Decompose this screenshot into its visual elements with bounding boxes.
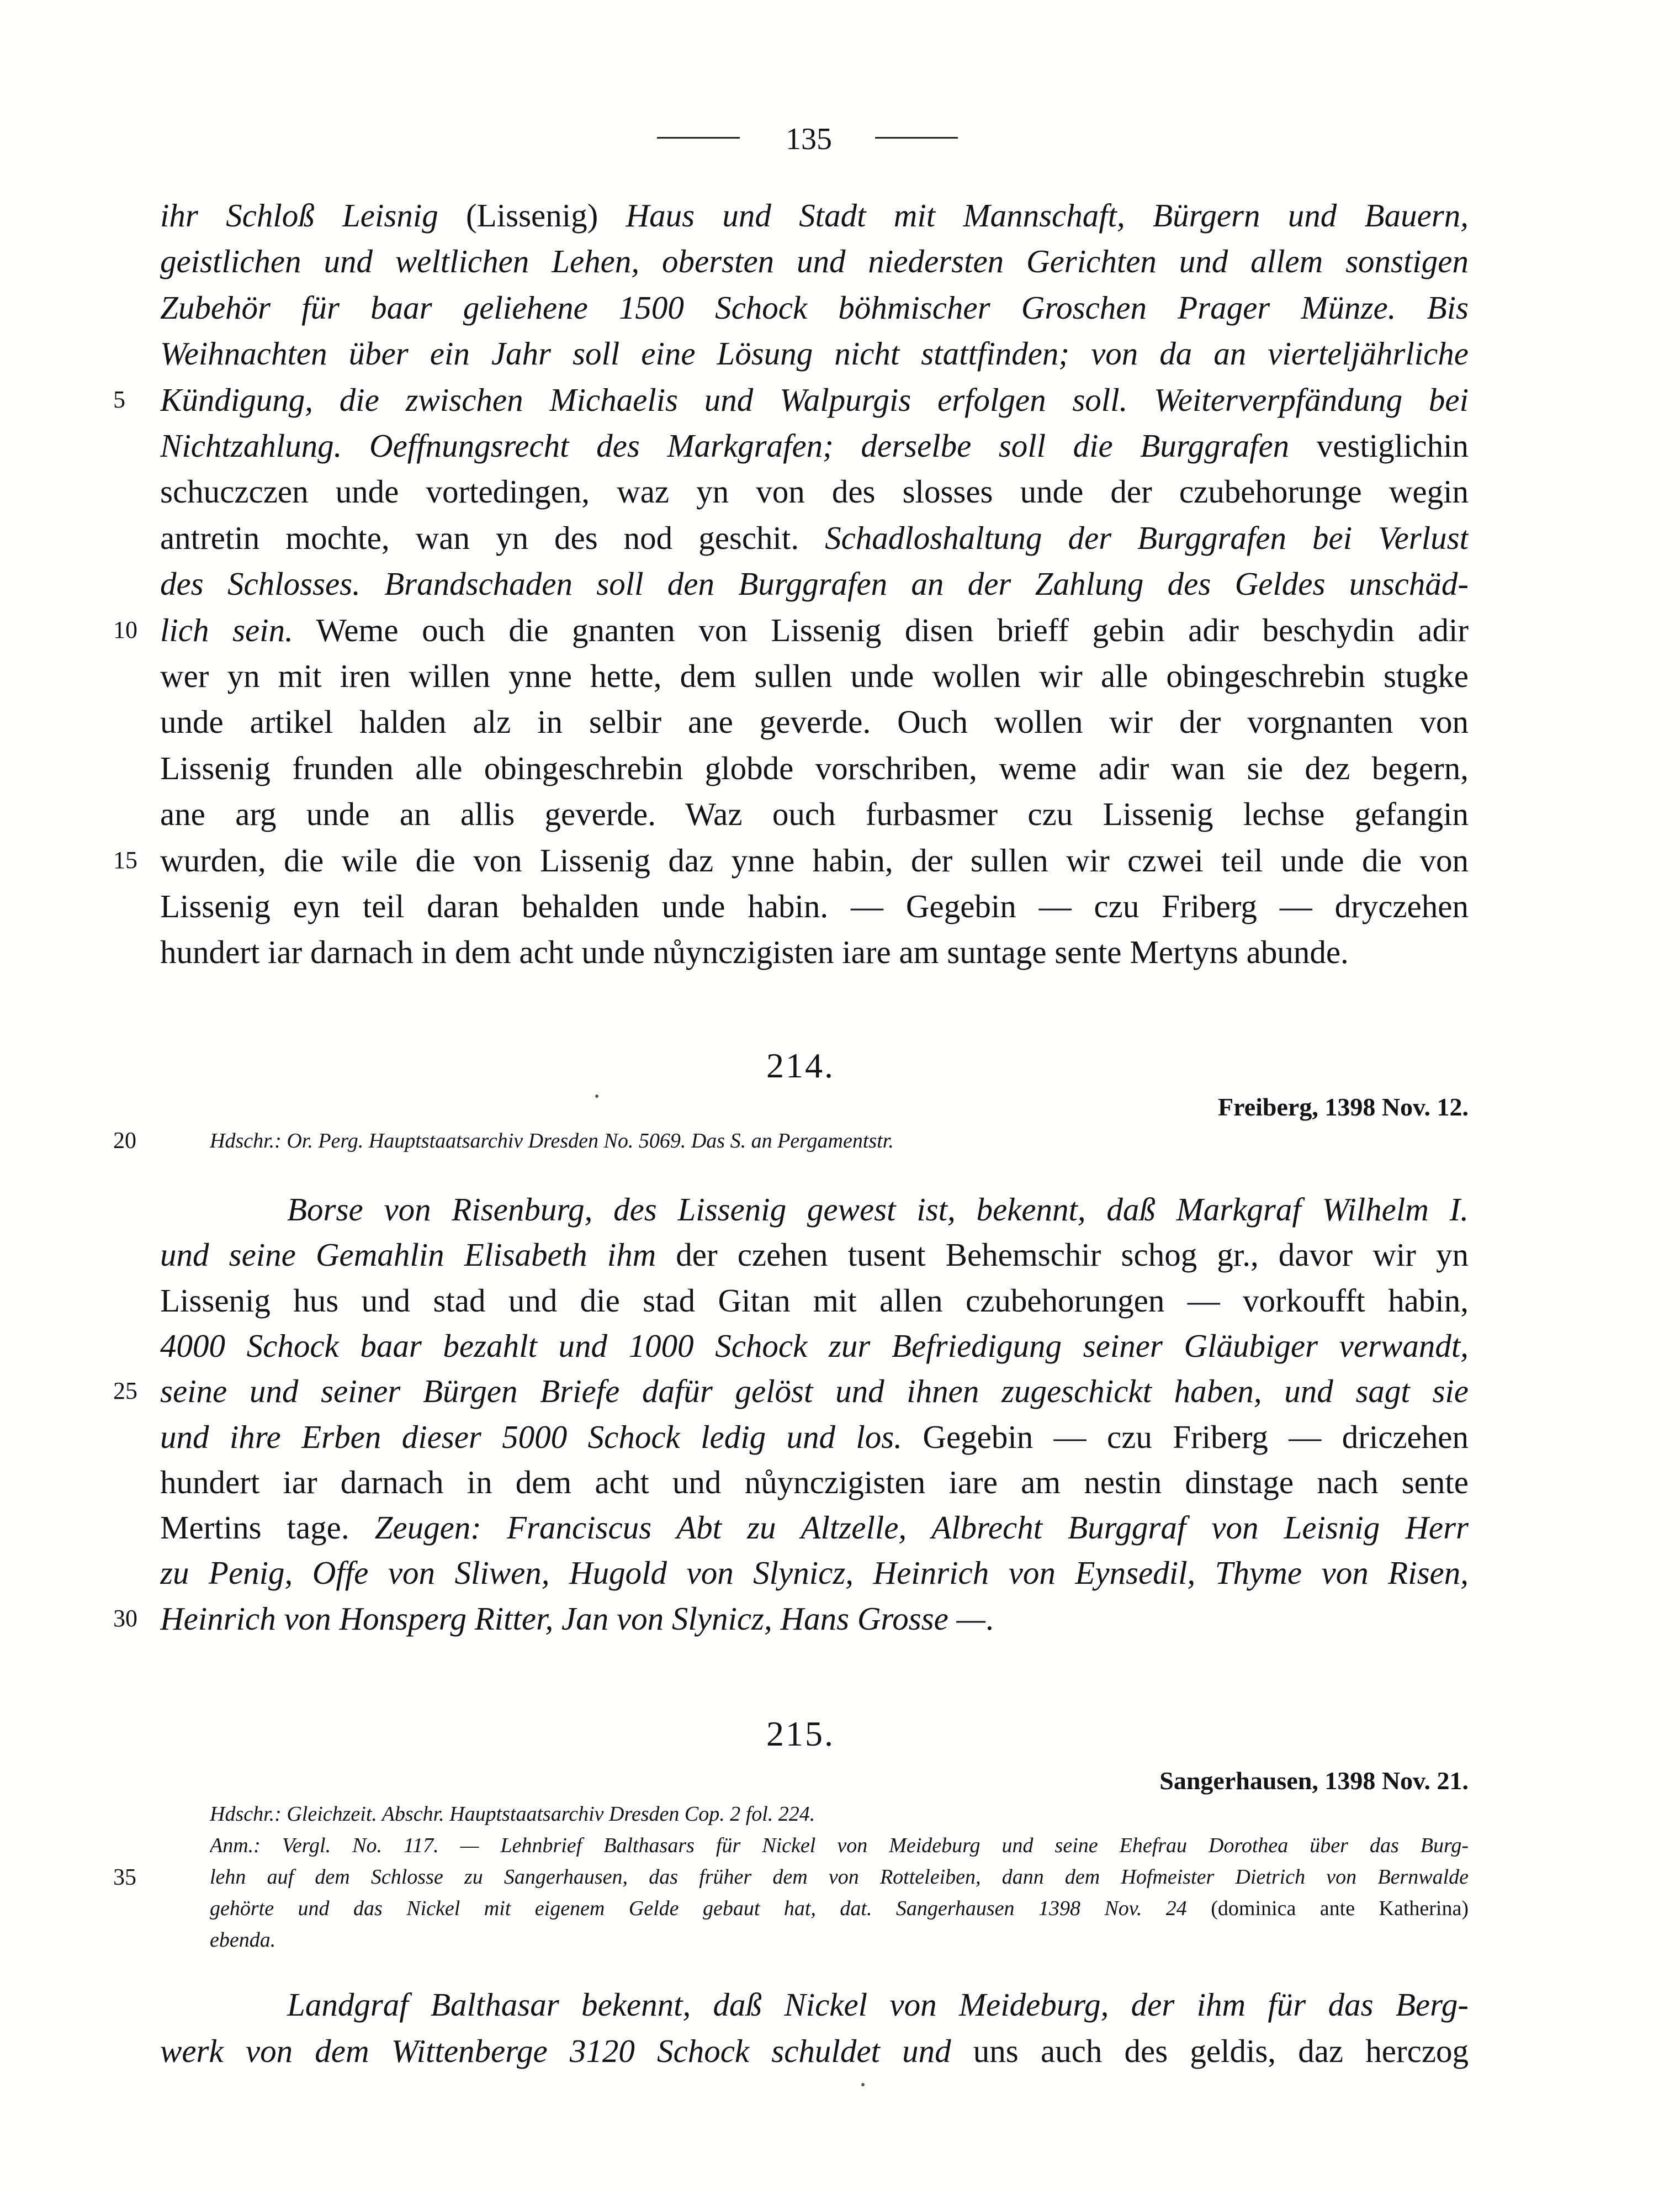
line-number: 15	[113, 846, 137, 874]
roman-text: Lissenig hus und stad und die stad Gitan mit allen czubehorungen — vorkoufft habin,	[160, 1282, 1469, 1319]
document-215-dateline: Sangerhausen, 1398 Nov. 21.	[1159, 1767, 1469, 1795]
text-line	[160, 1233, 1469, 1277]
italic-text: lich sein.	[160, 611, 293, 648]
italic-text: Weihnachten über ein Jahr soll eine Lösung nicht stattfinden; von da an vierteljährliche	[160, 335, 1469, 372]
italic-text: geistlichen und weltlichen Lehen, obersten und niedersten Gerichten und allem sonstigen	[160, 243, 1469, 280]
apparatus-line	[210, 1862, 1469, 1892]
apparatus-line-number: 20	[113, 1128, 136, 1154]
roman-text: .	[985, 1600, 994, 1637]
italic-text: Nichtzahlung. Oeffnungsrecht des Markgrafen; derselbe soll die Burggrafen	[160, 427, 1290, 464]
header-rule-left	[657, 137, 740, 139]
italic-text: Borse von Risenburg, des Lissenig gewest ist, bekennt, daß Markgraf Wilhelm I.	[287, 1191, 1469, 1228]
page-number: 135	[786, 122, 832, 156]
text-line	[160, 1505, 1469, 1550]
text-line	[160, 884, 1469, 928]
roman-text: uns auch des geldis, daz herczog	[951, 2033, 1469, 2069]
italic-text: und ihre Erben dieser 5000 Schock ledig und los.	[160, 1418, 902, 1455]
roman-text: hundert iar darnach in dem acht unde nůynczigisten iare am suntage sente Mertyns abunde.	[160, 934, 1349, 971]
text-line	[160, 838, 1469, 882]
document-215-number: 215.	[766, 1714, 835, 1753]
italic-text: Zubehör für baar geliehene 1500 Schock böhmischer Groschen Prager Münze. Bis	[160, 289, 1469, 326]
text-line	[160, 1187, 1469, 1231]
apparatus-line	[210, 1924, 1469, 1955]
roman-text: hundert iar darnach in dem acht und nůynczigisten iare am nestin dinstage nach sente	[160, 1463, 1469, 1500]
text-line	[160, 424, 1469, 468]
roman-text: Lissenig eyn teil daran behalden unde habin. — Gegebin — czu Friberg — dryczehen	[160, 888, 1469, 924]
print-speck	[861, 2083, 865, 2086]
roman-text: Mertins tage.	[160, 1509, 375, 1546]
document-214-apparatus: Hdschr.: Or. Perg. Hauptstaatsarchiv Dresden No. 5069. Das S. an Pergamentstr.	[210, 1129, 894, 1152]
italic-text: Kündigung, die zwischen Michaelis und Walpurgis erfolgen soll. Weiterverpfändung bei	[160, 381, 1469, 418]
roman-text: Gegebin — czu Friberg — driczehen	[902, 1418, 1469, 1455]
text-line	[160, 285, 1469, 330]
text-line	[160, 746, 1469, 790]
line-number: 25	[113, 1377, 137, 1405]
text-line	[160, 516, 1469, 560]
italic-text: Landgraf Balthasar bekennt, daß Nickel von Meideburg, der ihm für das Berg-	[287, 1986, 1469, 2023]
italic-text: werk von dem Wittenberge 3120 Schock schuldet und	[160, 2033, 951, 2069]
roman-text: wurden, die wile die von Lissenig daz ynne habin, der sullen wir czwei teil unde die von	[160, 842, 1469, 879]
roman-text: ane arg unde an allis geverde. Waz ouch furbasmer czu Lissenig lechse gefangin	[160, 796, 1469, 833]
roman-text: schuczczen unde vortedingen, waz yn von des slosses unde der czubehorunge wegin	[160, 473, 1469, 510]
roman-text: der czehen tusent Behemschir schog gr., davor wir yn	[656, 1236, 1469, 1273]
print-speck	[595, 1094, 598, 1098]
italic-text: und seine Gemahlin Elisabeth ihm	[160, 1236, 656, 1273]
document-214-number: 214.	[766, 1046, 835, 1085]
text-line	[160, 1982, 1469, 2027]
text-line	[160, 193, 1469, 237]
header-rule-right	[875, 137, 958, 139]
italic-text: Anm.: Vergl. No. 117. — Lehnbrief Balthasars für Nickel von Meideburg und seine Ehefrau Dorothea über das Burg-	[210, 1834, 1469, 1857]
text-line	[160, 331, 1469, 376]
text-line	[160, 469, 1469, 514]
apparatus-line	[210, 1799, 1469, 1830]
text-line	[160, 1324, 1469, 1368]
text-line	[160, 608, 1469, 652]
line-number: 30	[113, 1604, 137, 1632]
text-line	[160, 562, 1469, 606]
page-header	[0, 117, 1680, 161]
italic-text: Heinrich von Honsperg Ritter, Jan von Slynicz, Hans Grosse —	[160, 1600, 986, 1637]
text-line	[160, 1415, 1469, 1459]
italic-text: Zeugen: Franciscus Abt zu Altzelle, Albrecht Burggraf von Leisnig Herr	[374, 1509, 1469, 1546]
text-line	[160, 1369, 1469, 1413]
text-line	[160, 2029, 1469, 2073]
apparatus-line	[210, 1830, 1469, 1861]
italic-text: gehörte und das Nickel mit eigenem Gelde gebaut hat, dat. Sangerhausen 1398 Nov. 24	[210, 1897, 1187, 1920]
text-line	[160, 1278, 1469, 1323]
italic-text: ebenda.	[210, 1928, 276, 1952]
text-line	[160, 930, 1469, 974]
roman-text: unde artikel halden alz in selbir ane geverde. Ouch wollen wir der vorgnanten von	[160, 704, 1469, 741]
roman-text: (Lissenig)	[438, 197, 626, 234]
roman-text: vestiglichin	[1289, 427, 1469, 464]
document-214-dateline: Freiberg, 1398 Nov. 12.	[1218, 1093, 1469, 1121]
text-line	[160, 792, 1469, 836]
italic-text: des Schlosses. Brandschaden soll den Burggrafen an der Zahlung des Geldes unschäd-	[160, 565, 1469, 602]
text-line	[160, 700, 1469, 744]
roman-text: Lissenig frunden alle obingeschrebin globde vorschriben, weme adir wan sie dez begern,	[160, 749, 1469, 786]
roman-text: Weme ouch die gnanten von Lissenig disen brieff gebin adir beschydin adir	[293, 611, 1469, 648]
apparatus-line	[210, 1893, 1469, 1924]
text-line	[160, 1596, 1469, 1641]
text-line	[160, 654, 1469, 698]
italic-text: Schadloshaltung der Burggrafen bei Verlust	[825, 519, 1469, 556]
roman-text: antretin mochte, wan yn des nod geschit.	[160, 519, 825, 556]
italic-text: ihr Schloß Leisnig	[160, 197, 438, 234]
text-line	[160, 378, 1469, 422]
italic-text: Haus und Stadt mit Mannschaft, Bürgern und Bauern,	[626, 197, 1469, 234]
apparatus-line-number: 35	[113, 1865, 136, 1890]
italic-text: zu Penig, Offe von Sliwen, Hugold von Slynicz, Heinrich von Eynsedil, Thyme von Risen,	[160, 1554, 1469, 1591]
text-line	[160, 239, 1469, 283]
line-number: 10	[113, 616, 137, 643]
text-line	[160, 1460, 1469, 1504]
roman-text: (dominica ante Katherina)	[1186, 1897, 1469, 1920]
italic-text: 4000 Schock baar bezahlt und 1000 Schock zur Befriedigung seiner Gläubiger verwandt,	[160, 1327, 1469, 1364]
italic-text: Hdschr.: Gleichzeit. Abschr. Hauptstaatsarchiv Dresden Cop. 2 fol. 224.	[210, 1802, 815, 1826]
italic-text: lehn auf dem Schlosse zu Sangerhausen, das früher dem von Rotteleiben, dann dem Hofmeister Dietrich von Bernwalde	[210, 1865, 1469, 1889]
line-number: 5	[113, 385, 125, 413]
text-line	[160, 1551, 1469, 1595]
italic-text: seine und seiner Bürgen Briefe dafür gelöst und ihnen zugeschickt haben, und sagt sie	[160, 1373, 1469, 1410]
roman-text: wer yn mit iren willen ynne hette, dem sullen unde wollen wir alle obingeschrebin stugke	[160, 658, 1469, 694]
